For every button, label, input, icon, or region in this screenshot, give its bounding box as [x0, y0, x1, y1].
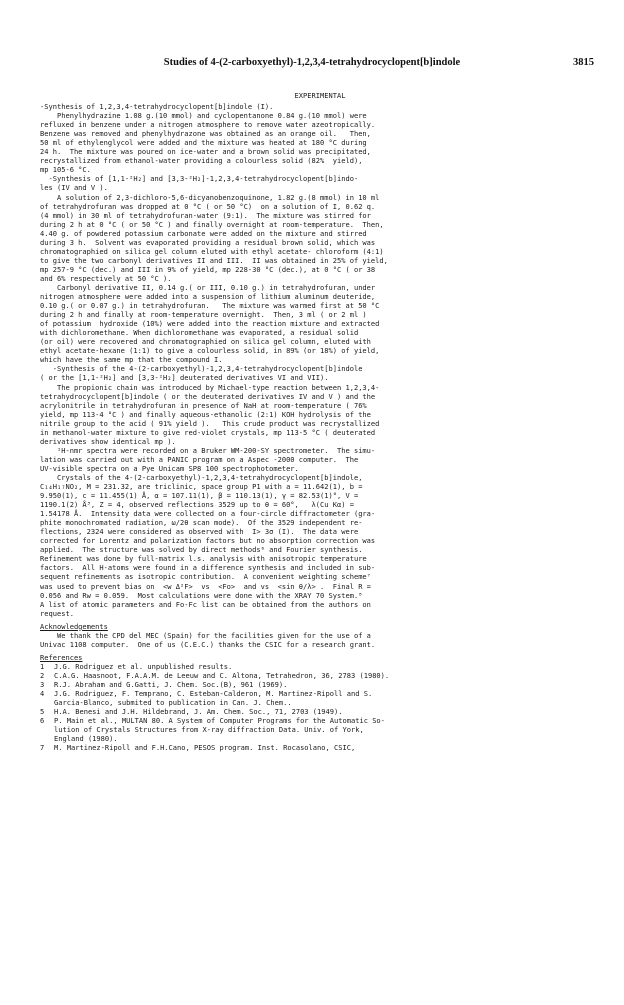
text-line: 1190.1(2) Å³, Z = 4, observed reflections 3529 up to θ = 60°, λ(Cu Kα) = — [40, 500, 354, 510]
text-line: nitrile group to the acid ( 91% yield ). This crude product was recrystallized — [40, 418, 380, 428]
text-line: mp 257-9 °C (dec.) and III in 9% of yield, mp 228-30 °C (dec.), at 0 °C ( or 38 — [40, 264, 376, 274]
reference-number: 2 — [40, 670, 45, 680]
text-line: mp 105-6 °C. — [40, 165, 91, 175]
text-line: ( or the [1,1-²H₂] and [3,3-²H₂] deuterated derivatives VI and VII). — [40, 373, 329, 383]
text-line: was used to prevent bias on <w Δ²F> vs <Fo> and vs <sin θ/λ> . Final R = — [40, 581, 371, 591]
text-line: ethyl acetate-hexane (1:1) to give a colourless solid, in 89% (or 18%) of yield, — [40, 346, 380, 356]
reference-text: C.A.G. Haasnoot, F.A.A.M. de Leeuw and C. Altona, Tetrahedron, 36, 2783 (1980). — [54, 670, 390, 680]
section-heading-experimental: EXPERIMENTAL — [294, 91, 346, 100]
text-line: UV-visible spectra on a Pye Unicam SP8 100 spectrophotometer. — [40, 463, 299, 473]
running-title: Studies of 4-(2-carboxyethyl)-1,2,3,4-tetrahydrocyclopent[b]indole — [163, 57, 461, 68]
reference-item — [40, 662, 600, 671]
text-line: (4 mmol) in 30 ml of tetrahydrofuran-water (9:1). The mixture was stirred for — [40, 210, 371, 220]
text-line: -Synthesis of 1,2,3,4-tetrahydrocyclopent[b]indole (I). — [40, 102, 274, 112]
reference-item — [40, 743, 600, 752]
text-line: flections, 2324 were considered as observed with I> 3σ (I). The data were — [40, 527, 359, 537]
text-line: A solution of 2,3-dichloro-5,6-dicyanobenzoquinone, 1.82 g.(8 mmol) in 10 ml — [40, 192, 380, 202]
text-line: during 2 h and finally at room-temperature overnight. Then, 3 ml ( or 2 ml ) — [40, 310, 367, 320]
text-line: refluxed in benzene under a nitrogen atmosphere to remove water azeotropically. — [40, 120, 376, 130]
reference-number: 7 — [40, 743, 45, 753]
text-line: 0.056 and Rw = 0.059. Most calculations were done with the XRAY 70 System.⁸ — [40, 590, 363, 600]
reference-item — [40, 671, 600, 680]
references-heading: References — [40, 652, 83, 662]
reference-number: 6 — [40, 716, 45, 726]
article-body — [40, 91, 600, 752]
text-line: during 3 h. Solvent was evaporated providing a residual brown solid, which was — [40, 237, 376, 247]
text-line: Crystals of the 4-(2-carboxyethyl)-1,2,3,4-tetrahydrocyclopent[b]indole, — [40, 472, 363, 482]
acknowledgements-text — [40, 631, 600, 649]
reference-item — [40, 716, 600, 743]
reference-text: P. Main et al., MULTAN 80. A System of Computer Programs for the Automatic So- lution of Crystals Structures from X-ray diffraction Data. Univ. of York, England (1980). — [54, 716, 385, 744]
text-line: (or oil) were recovered and chromatographied on silica gel column, eluted with — [40, 337, 371, 347]
text-line: during 2 h at 0 °C ( or 50 °C ) and finally overnight at room-temperature. Then, — [40, 219, 384, 229]
reference-number: 1 — [40, 661, 45, 671]
text-line: yield, mp 113-4 °C ) and finally aqueous-ethanolic (2:1) KOH hydrolysis of the — [40, 409, 371, 419]
text-line: which have the same mp that the compound I. — [40, 355, 223, 365]
text-line: with dichloromethane. When dichloromethane was evaporated, a residual solid — [40, 328, 359, 338]
text-line: of potassium hydroxide (10%) were added into the reaction mixture and extracted — [40, 319, 380, 329]
text-line: -Synthesis of the 4-(2-carboxyethyl)-1,2,3,4-tetrahydrocyclopent[b]indole — [40, 364, 363, 374]
experimental-text — [40, 102, 600, 618]
text-line: derivatives show identical mp ). — [40, 436, 176, 446]
text-line: les (IV and V ). — [40, 183, 108, 193]
text-line: 1.54178 Å. Intensity data were collected on a four-circle diffractometer (gra- — [40, 509, 376, 519]
reference-number: 4 — [40, 689, 45, 699]
text-line: sequent refinements as isotropic contribution. A convenient weighting scheme⁷ — [40, 572, 371, 582]
text-line: and 6% respectively at 50 °C ). — [40, 273, 172, 283]
text-line: Benzene was removed and phenylhydrazone was obtained as an orange oil. Then, — [40, 129, 371, 139]
text-line: A list of atomic parameters and Fo-Fc list can be obtained from the authors on — [40, 599, 371, 609]
text-line: C₁₄H₁₇NO₂, M = 231.32, are triclinic, space group P1 with a = 11.642(1), b = — [40, 482, 363, 492]
reference-text: H.A. Benesi and J.H. Hildebrand, J. Am. Chem. Soc., 71, 2703 (1949). — [54, 707, 343, 717]
text-line: recrystallized from ethanol-water providing a colourless solid (82% yield), — [40, 156, 363, 166]
reference-text: J.G. Rodriguez et al. unpublished results. — [54, 661, 233, 671]
text-line: 24 h. The mixture was poured on ice-water and a brown solid was precipitated, — [40, 147, 371, 157]
text-line: tetrahydrocyclopent[b]indole ( or the deuterated derivatives IV and V ) and the — [40, 391, 376, 401]
text-line: Carbonyl derivative II, 0.14 g.( or III, 0.10 g.) in tetrahydrofuran, under — [40, 282, 376, 292]
text-line: -Synthesis of [1,1-²H₂] and [3,3-²H₂]-1,2,3,4-tetrahydrocyclopent[b]indo- — [40, 174, 359, 184]
text-line: chromatographied on silica gel column eluted with ethyl acetate- chloroform (4:1) — [40, 246, 384, 256]
text-line: 0.10 g.( or 0.07 g.) in tetrahydrofuran. The mixture was warmed first at 50 °C — [40, 301, 380, 311]
reference-number: 3 — [40, 680, 45, 689]
text-line: The propionic chain was introduced by Michael-type reaction between 1,2,3,4- — [40, 382, 380, 392]
text-line: lation was carried out with a PANIC program on a Aspec -2000 computer. The — [40, 454, 359, 464]
reference-number: 5 — [40, 707, 45, 717]
reference-item — [40, 680, 600, 689]
reference-text: R.J. Abraham and G.Gatti, J. Chem. Soc.(B), 961 (1969). — [54, 680, 288, 689]
text-line: of tetrahydrofuran was dropped at 0 °C ( or 50 °C) on a solution of I, 0.62 q. — [40, 201, 376, 211]
text-line: applied. The structure was solved by direct methods⁶ and Fourier synthesis. — [40, 545, 363, 555]
acknowledgement-line: We thank the CPD del MEC (Spain) for the facilities given for the use of a — [40, 630, 371, 640]
text-line: ¹H-nmr spectra were recorded on a Bruker WM-200-SY spectrometer. The simu- — [40, 445, 376, 455]
reference-item — [40, 707, 600, 716]
text-line: to give the two carbonyl derivatives II and III. II was obtained in 25% of yield, — [40, 255, 388, 265]
text-line: request. — [40, 608, 74, 618]
reference-item — [40, 689, 600, 707]
text-line: 4.40 g. of powdered potassium carbonate were added on the mixture and stirred — [40, 228, 367, 238]
text-line: nitrogen atmosphere were added into a suspension of lithium aluminum deuteride, — [40, 292, 376, 302]
reference-text: M. Martinez-Ripoll and F.H.Cano, PESOS program. Inst. Rocasolano, CSIC, — [54, 743, 356, 753]
acknowledgements-heading: Acknowledgements — [40, 621, 108, 631]
acknowledgement-line: Univac 1108 computer. One of us (C.E.C.) thanks the CSIC for a research grant. — [40, 639, 376, 649]
page-number: 3815 — [573, 57, 594, 68]
reference-text: J.G. Rodriguez, F. Temprano, C. Esteban-Calderon, M. Martinez-Ripoll and S. Garcia-Blanco, submited to publication in Can. J. Chem.. — [54, 689, 373, 708]
running-header — [0, 57, 624, 71]
text-line: phite monochromated radiation, ω/2θ scan mode). Of the 3529 independent re- — [40, 518, 363, 528]
text-line: factors. All H-atoms were found in a difference synthesis and included in sub- — [40, 563, 376, 573]
text-line: Phenylhydrazine 1.08 g.(10 mmol) and cyclopentanone 0.84 g.(10 mmol) were — [40, 111, 367, 121]
references-list — [40, 662, 600, 752]
text-line: in methanol-water mixture to give red-violet crystals, mp 113-5 °C ( deuterated — [40, 427, 376, 437]
text-line: corrected for Lorentz and polarization factors but no absorption correction was — [40, 536, 376, 546]
text-line: acrylonitrile in tetrahydrofuran in presence of NaH at room-temperature ( 76% — [40, 400, 367, 410]
text-line: 9.950(1), c = 11.455(1) Å, α = 107.11(1), β = 110.13(1), γ = 82.53(1)°, V = — [40, 491, 359, 501]
text-line: 50 ml of ethylenglycol were added and the mixture was heated at 180 °C during — [40, 138, 367, 148]
text-line: Refinement was done by full-matrix l.s. analysis with anisotropic temperature — [40, 554, 367, 564]
